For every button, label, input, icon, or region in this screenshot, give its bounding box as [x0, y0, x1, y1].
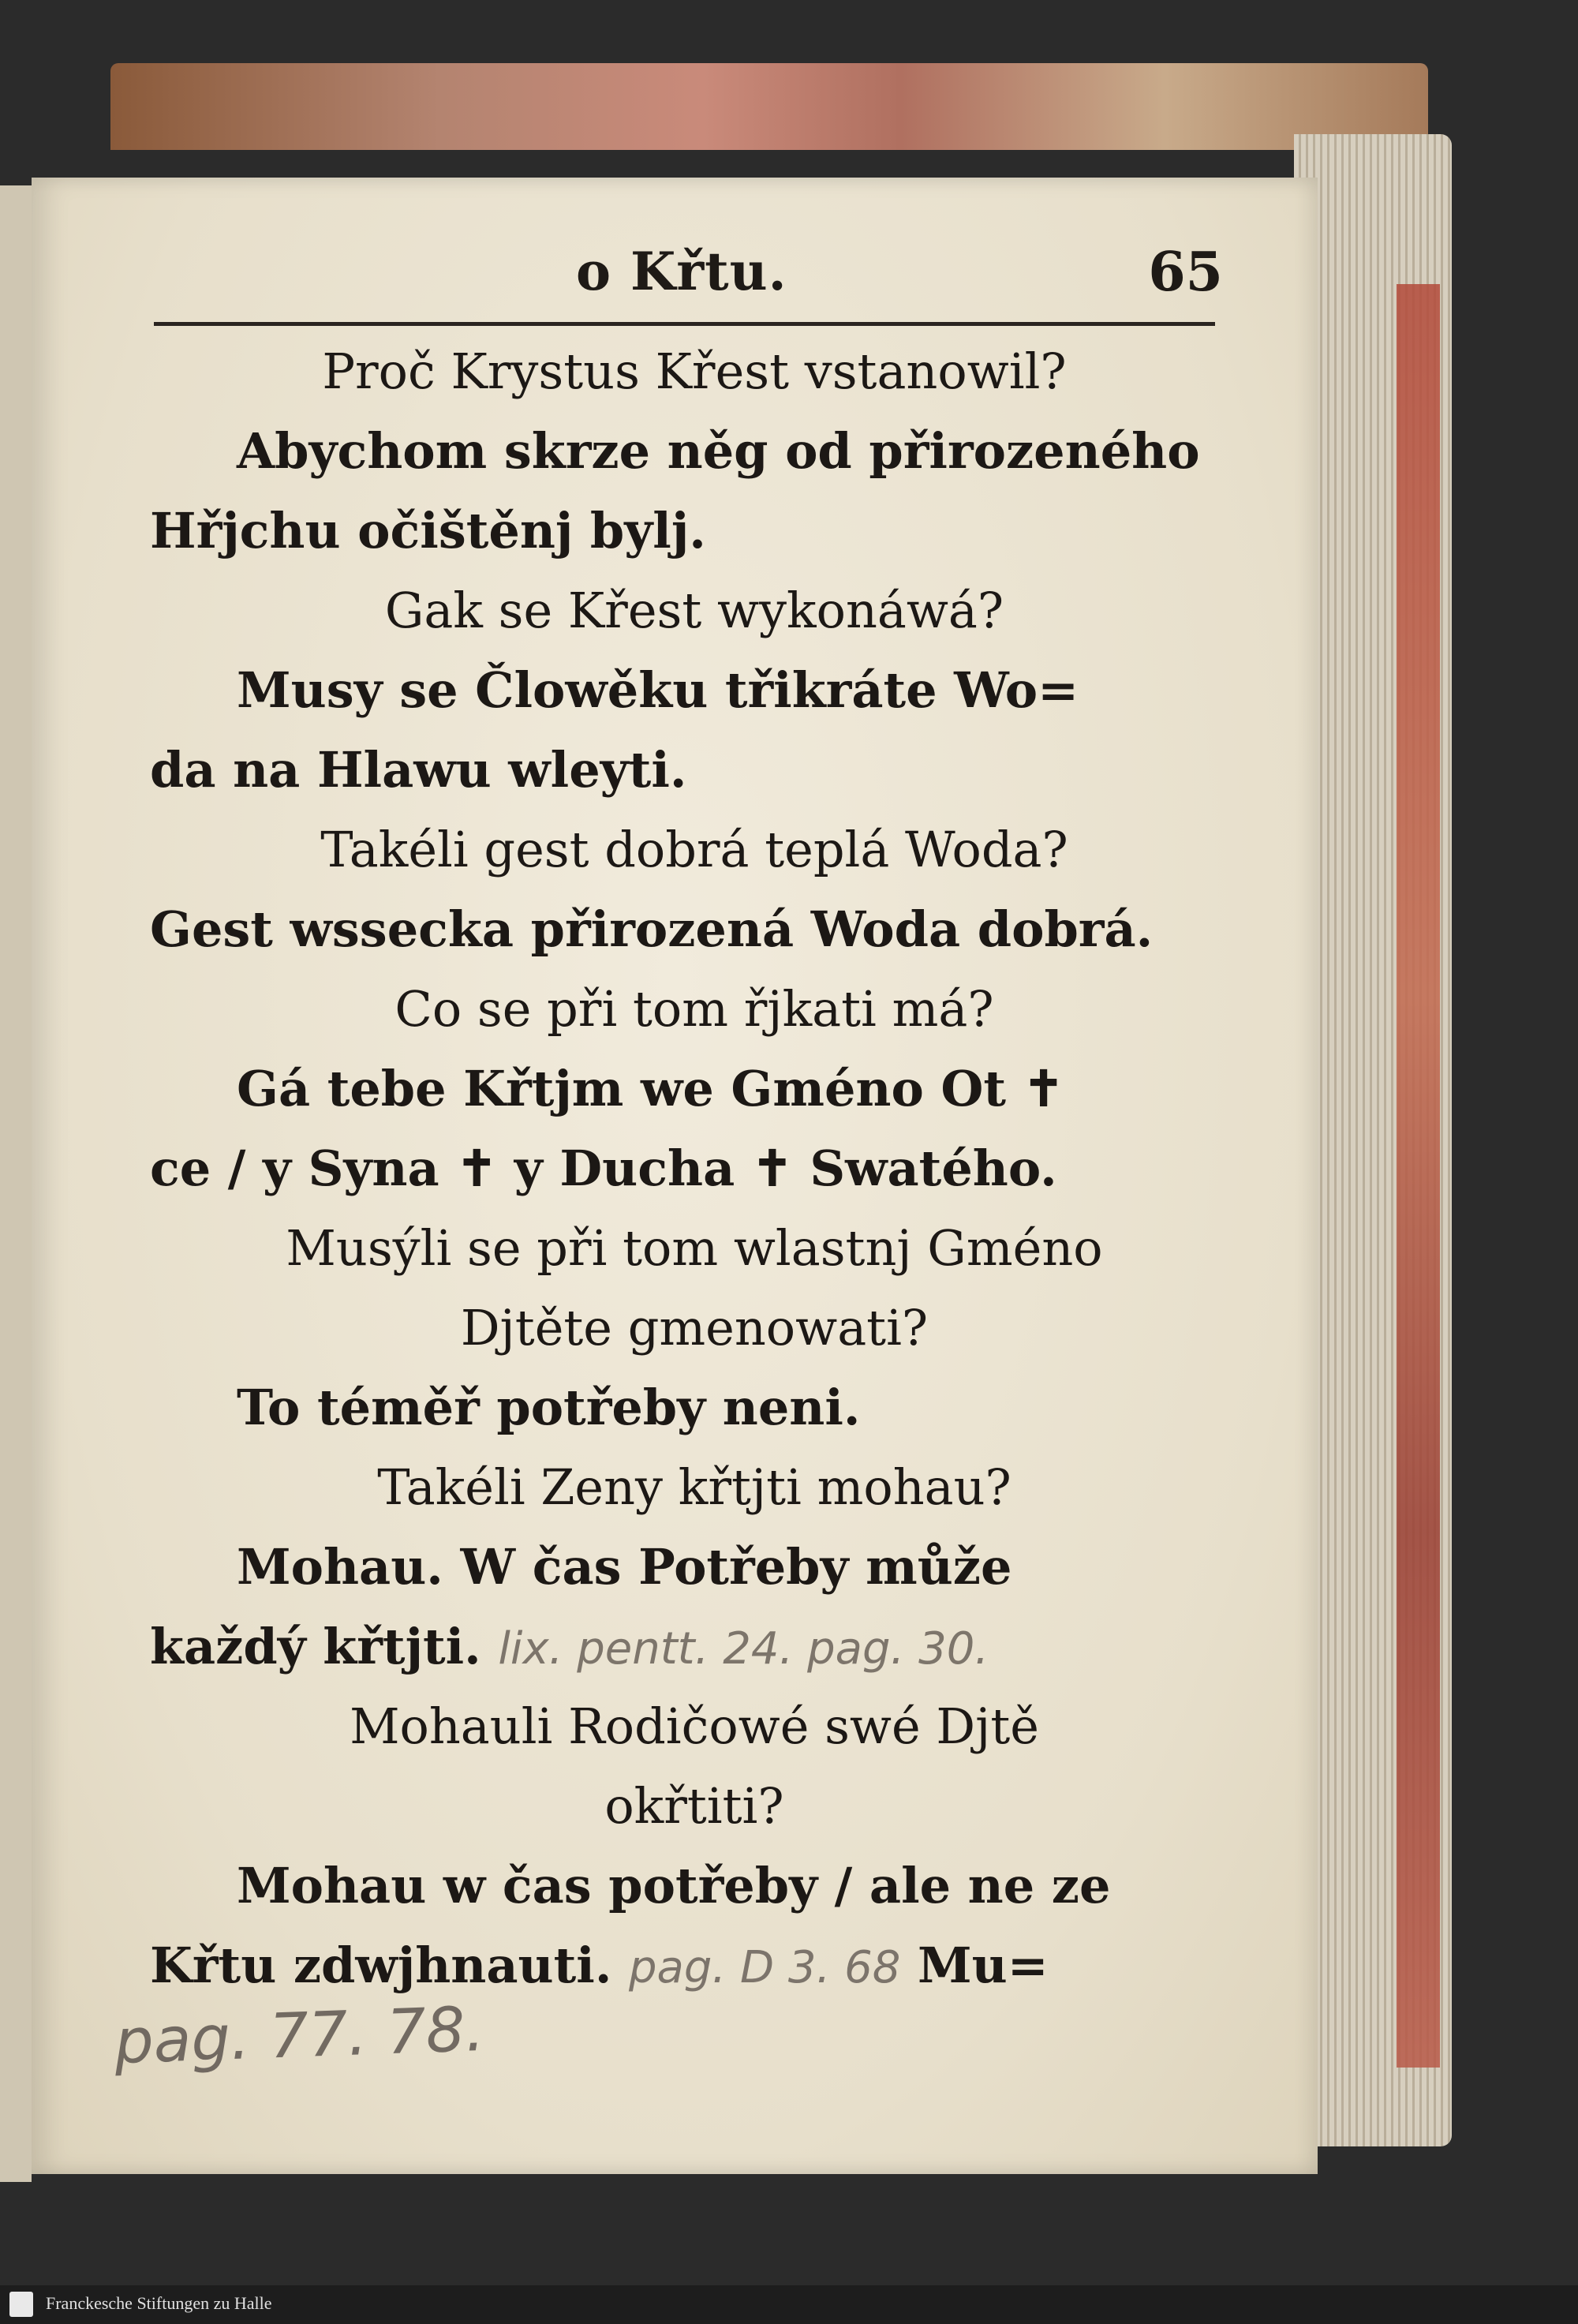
running-title: o Křtu.	[576, 241, 787, 302]
question-line: Co se při tom řjkati má?	[394, 980, 994, 1038]
answer-line: Hřjchu očištěnj bylj.	[150, 502, 706, 559]
question-line: Mohauli Rodičowé swé Djtě	[350, 1697, 1039, 1755]
question-line: Gak se Křest wykonáwá?	[384, 582, 1004, 639]
question-line: Proč Krystus Křest vstanowil?	[322, 342, 1067, 400]
footer-institution: Franckesche Stiftungen zu Halle	[46, 2293, 272, 2313]
question-line: Takéli Zeny křtjti mohau?	[377, 1458, 1011, 1516]
page-header	[166, 241, 1223, 320]
answer-line: Abychom skrze něg od přirozeného	[237, 422, 1200, 480]
answer-line: ce / y Syna ✝ y Ducha ✝ Swatého.	[150, 1140, 1057, 1197]
left-page-edge	[0, 185, 32, 2182]
header-rule	[154, 322, 1215, 326]
text-block	[150, 331, 1239, 2005]
answer-line: každý křtjti. lix. pentt. 24. pag. 30.	[150, 1618, 989, 1675]
answer-line: Gest wssecka přirozená Woda dobrá.	[150, 900, 1154, 958]
question-line: Musýli se při tom wlastnj Gméno	[286, 1219, 1103, 1277]
red-page-edge	[1397, 284, 1440, 2068]
answer-line: Křtu zdwjhnauti. pag. D 3. 68 Mu=	[150, 1937, 1049, 1994]
answer-line: da na Hlawu wleyti.	[150, 741, 687, 799]
answer-line: Gá tebe Křtjm we Gméno Ot ✝	[237, 1060, 1064, 1117]
institution-logo-icon	[9, 2292, 33, 2317]
question-line: okřtiti?	[604, 1777, 784, 1835]
catchword: Mu=	[918, 1937, 1049, 1994]
footer-bar	[0, 2285, 1578, 2324]
answer-line: Musy se Člowěku třikráte Wo=	[237, 661, 1079, 719]
book-top-edge	[110, 63, 1428, 150]
question-line: Djtěte gmenowati?	[460, 1299, 929, 1357]
handwritten-bottom-note: pag. 77. 78.	[113, 1993, 486, 2079]
page-number: 65	[1148, 241, 1223, 304]
handwritten-note: lix. pentt. 24. pag. 30.	[498, 1623, 989, 1675]
question-line: Takéli gest dobrá teplá Woda?	[320, 821, 1068, 878]
answer-line: Mohau. W čas Potřeby může	[237, 1538, 1012, 1596]
handwritten-note: pag. D 3. 68	[629, 1942, 901, 1993]
answer-line: To téměř potřeby neni.	[237, 1379, 861, 1436]
answer-line: Mohau w čas potřeby / ale ne ze	[237, 1857, 1111, 1914]
